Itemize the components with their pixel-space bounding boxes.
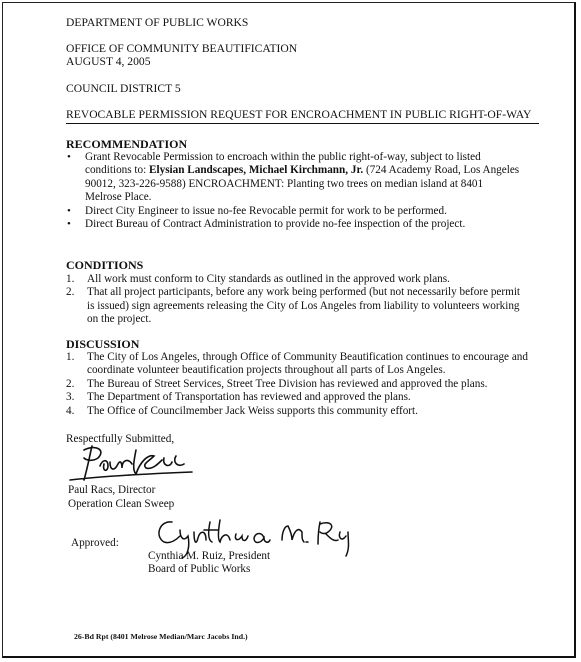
discussion-line: The Office of Councilmember Jack Weiss supports this community effort. [87,404,418,417]
closing-text: Respectfully Submitted, [66,433,175,445]
discussion-item [66,378,546,391]
subject-rule [66,123,539,124]
recommendation-item-line: Direct City Engineer to issue no-fee Revocable permit for work to be performed. [85,204,447,217]
recommendation-list [66,151,519,231]
applicant-name: Elysian Landscapes, Michael Kirchmann, Jr. [149,164,364,177]
recommendation-item-line: Grant Revocable Permission to encroach within the public right-of-way, subject to listed [85,151,481,163]
recommendation-heading: RECOMMENDATION [66,137,188,151]
discussion-line: The Department of Transportation has reviewed and approved the plans. [87,391,411,404]
director-org: Operation Clean Sweep [68,498,175,510]
conditions-heading: CONDITIONS [66,258,144,272]
approved-label: Approved: [71,537,119,549]
footer-reference: 26-Bd Rpt (8401 Melrose Median/Marc Jacobs Ind.) [74,632,248,641]
discussion-line: The Bureau of Street Services, Street Tree Division has reviewed and approved the plans. [87,377,488,390]
condition-line: All work must conform to City standards as outlined in the approved work plans. [87,273,450,285]
condition-line: is issued) sign agreements releasing the City of Los Angeles from liability to volunteers working [87,299,520,312]
discussion-number: 4. [66,404,75,417]
discussion-heading: DISCUSSION [66,337,140,351]
condition-item [66,273,546,286]
discussion-number: 2. [66,377,75,390]
condition-item [66,286,546,326]
discussion-item [66,351,546,378]
office-name: OFFICE OF COMMUNITY BEAUTIFICATION [66,42,298,55]
discussion-item [66,391,546,404]
recommendation-item-line: 90012, 323-226-9588) ENCROACHMENT: Planting two trees on median island at 8401 [85,177,484,190]
discussion-item [66,405,546,418]
council-district: COUNCIL DISTRICT 5 [66,82,181,95]
condition-number: 1. [66,273,75,285]
director-name: Paul Racs, Director [68,484,156,496]
president-name: Cynthia M. Ruiz, President [148,550,271,562]
recommendation-item-line: (724 Academy Road, Los Angeles [363,164,520,177]
recommendation-item [66,205,519,218]
director-signature [62,440,202,486]
recommendation-item [66,218,519,231]
recommendation-item-line: conditions to: [85,164,150,177]
discussion-line: The City of Los Angeles, through Office of Community Beautification continues to encourage and [87,351,528,363]
discussion-line: coordinate volunteer beautification projects throughout all parts of Los Angeles. [87,364,446,377]
discussion-list [66,351,546,418]
recommendation-item-line: Melrose Place. [85,191,152,204]
condition-line: on the project. [87,313,152,326]
discussion-number: 1. [66,351,75,363]
subject-line: REVOCABLE PERMISSION REQUEST FOR ENCROACHMENT IN PUBLIC RIGHT-OF-WAY [66,108,532,121]
condition-line: That all project participants, before any work being performed (but not necessarily before permit [87,286,521,299]
report-date: AUGUST 4, 2005 [66,55,151,68]
condition-number: 2. [66,286,75,299]
department-name: DEPARTMENT OF PUBLIC WORKS [66,16,249,29]
president-org: Board of Public Works [148,563,251,575]
recommendation-item [66,151,519,205]
conditions-list [66,273,546,327]
discussion-number: 3. [66,391,75,404]
recommendation-item-line: Direct Bureau of Contract Administration to provide no-fee inspection of the project. [85,218,466,231]
